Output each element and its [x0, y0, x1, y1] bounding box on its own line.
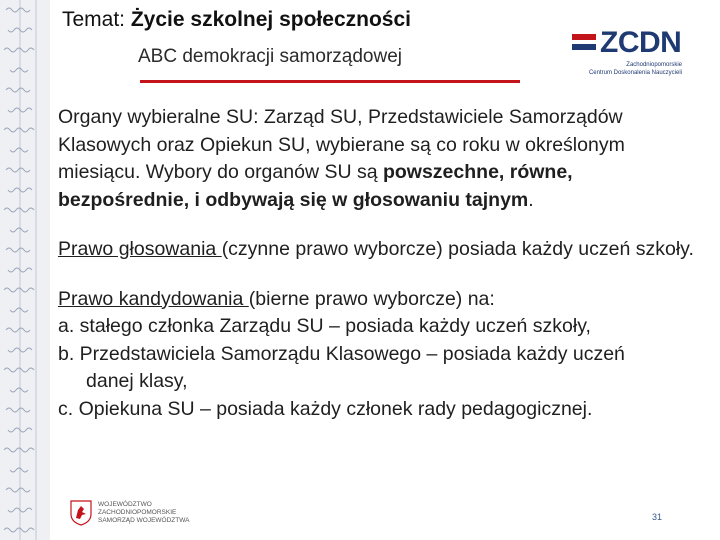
title-underline-rule	[140, 80, 520, 83]
zcdn-mark-icon	[570, 30, 598, 58]
logo-caption	[570, 61, 682, 77]
voivodeship-logo	[70, 500, 210, 530]
list-item-b-line2: danej klasy,	[86, 370, 188, 392]
p1-end: .	[528, 188, 534, 211]
paragraph-voting-right	[58, 236, 698, 264]
p3-underlined: Prawo kandydowania	[58, 287, 249, 310]
p2-underlined: Prawo głosowania	[58, 238, 222, 260]
voivodeship-logo-text	[98, 501, 189, 525]
logo-caption-line1: Zachodniopomorskie	[626, 62, 682, 68]
decorative-handwriting-strip	[0, 0, 50, 540]
title-prefix: Temat:	[62, 8, 131, 31]
footer-logo-line2: ZACHODNIOPOMORSKIE	[98, 509, 177, 516]
list-item-b	[58, 341, 698, 396]
p2-text: (czynne prawo wyborcze) posiada każdy uczeń szkoły.	[221, 238, 694, 260]
paragraph-candidacy-right	[58, 286, 698, 424]
p3-heading	[58, 286, 698, 314]
logo-text: ZCDN	[600, 26, 682, 59]
slide-body	[58, 104, 698, 423]
logo-caption-line2: Centrum Doskonalenia Nauczycieli	[588, 70, 682, 76]
list-item-a: a. stałego członka Zarządu SU – posiada każdy uczeń szkoły,	[58, 315, 591, 337]
footer-logo-line1: WOJEWÓDZTWO	[98, 501, 152, 508]
slide-subtitle: ABC demokracji samorządowej	[138, 46, 402, 67]
griffin-shield-icon	[70, 500, 92, 526]
title-topic: Życie szkolnej społeczności	[130, 8, 411, 31]
footer-logo-line3: SAMORZĄD WOJEWÓDZTWA	[98, 517, 190, 524]
slide-title	[62, 8, 411, 32]
zcdn-logo	[570, 28, 682, 78]
p1-bold: powszechne, równe, bezpośrednie, i odbywają się w głosowaniu tajnym	[58, 161, 573, 211]
p1-text: Organy wybieralne SU: Zarząd SU, Przedstawiciele Samorządów Klasowych oraz Opiekun SU, wybierane są co roku w określonym miesiącu. Wybory do organów SU są	[58, 106, 625, 183]
page-number: 31	[652, 512, 663, 522]
paragraph-elected-bodies	[58, 104, 698, 214]
list-item-b-line1: b. Przedstawiciela Samorządu Klasowego – posiada każdy uczeń	[58, 342, 625, 365]
list-item-c: c. Opiekuna SU – posiada każdy członek rady pedagogicznej.	[58, 397, 593, 420]
p3-text: (bierne prawo wyborcze) na:	[248, 287, 495, 310]
